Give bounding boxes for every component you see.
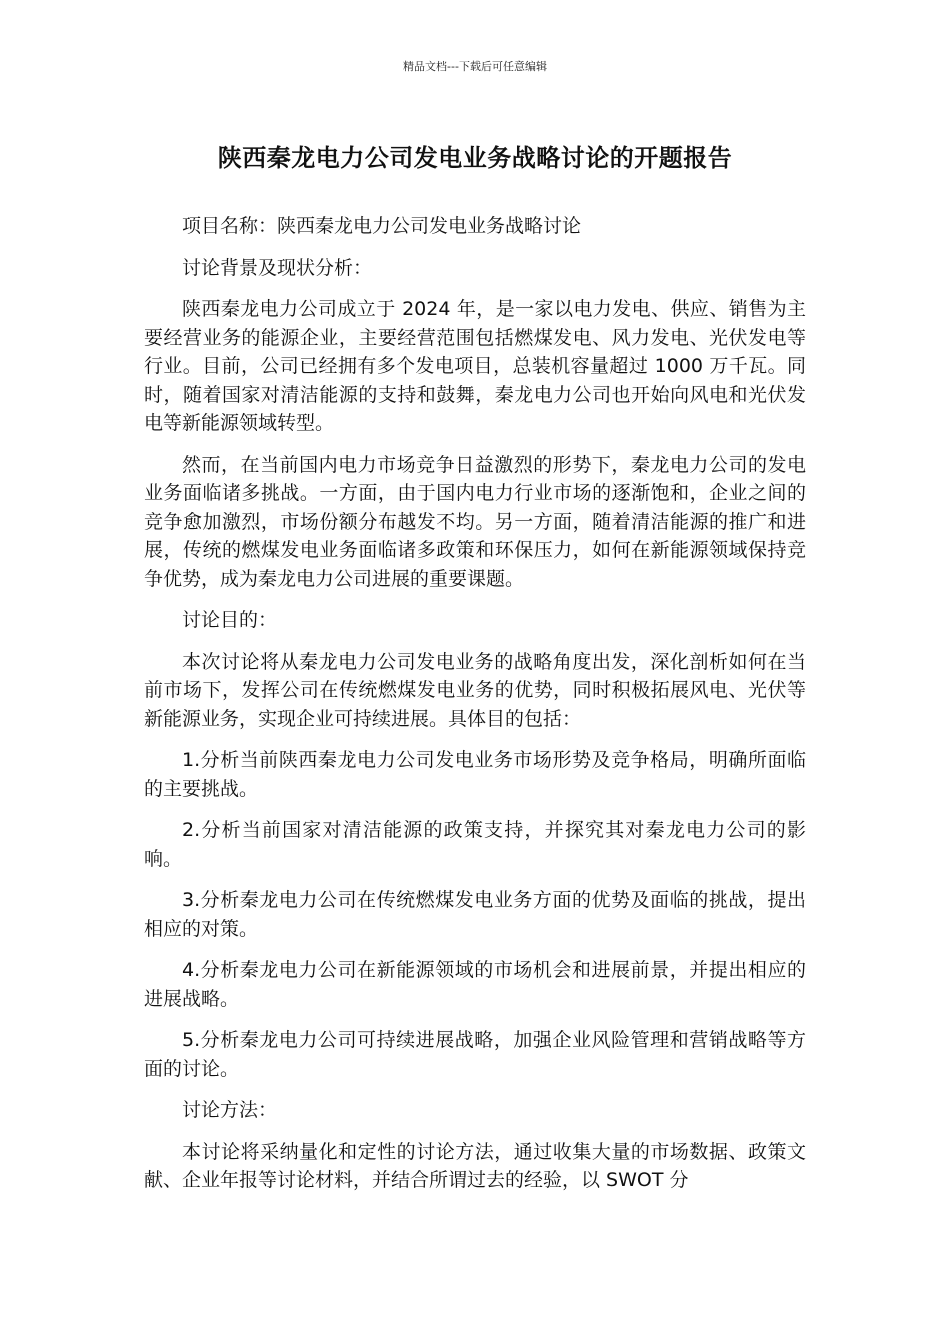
section-heading-method: 讨论方法： bbox=[182, 1099, 278, 1121]
document-body bbox=[144, 212, 806, 1208]
purpose-item-4: 4.分析秦龙电力公司在新能源领域的市场机会和进展前景，并提出相应的进展战略。 bbox=[144, 959, 806, 1010]
purpose-item-2: 2.分析当前国家对清洁能源的政策支持，并探究其对秦龙电力公司的影响。 bbox=[144, 819, 806, 870]
section-heading-purpose: 讨论目的： bbox=[182, 609, 278, 631]
purpose-item-3: 3.分析秦龙电力公司在传统燃煤发电业务方面的优势及面临的挑战，提出相应的对策。 bbox=[144, 889, 806, 940]
header-note: 精品文档---下载后可任意编辑 bbox=[403, 60, 547, 73]
document-title: 陕西秦龙电力公司发电业务战略讨论的开题报告 bbox=[217, 144, 733, 172]
purpose-item-5: 5.分析秦龙电力公司可持续进展战略，加强企业风险管理和营销战略等方面的讨论。 bbox=[144, 1029, 806, 1080]
project-name-line: 项目名称：陕西秦龙电力公司发电业务战略讨论 bbox=[182, 215, 582, 237]
paragraph-purpose: 本次讨论将从秦龙电力公司发电业务的战略角度出发，深化剖析如何在当前市场下，发挥公司在传统燃煤发电业务的优势，同时积极拓展风电、光伏等新能源业务，实现企业可持续进展。具体目的包括： bbox=[144, 650, 806, 730]
paragraph-background: 陕西秦龙电力公司成立于 2024 年，是一家以电力发电、供应、销售为主要经营业务的能源企业，主要经营范围包括燃煤发电、风力发电、光伏发电等行业。目前，公司已经拥有多个发电项目，总装机容量超过 1000 万千瓦。同时，随着国家对清洁能源的支持和鼓舞，秦龙电力公司也开始向风电和光伏发电等新能源领域转型。 bbox=[144, 298, 806, 434]
paragraph-challenges: 然而，在当前国内电力市场竞争日益激烈的形势下，秦龙电力公司的发电业务面临诸多挑战。一方面，由于国内电力行业市场的逐渐饱和，企业之间的竞争愈加激烈，市场份额分布越发不均。另一方面，随着清洁能源的推广和进展，传统的燃煤发电业务面临诸多政策和环保压力，如何在新能源领域保持竞争优势，成为秦龙电力公司进展的重要课题。 bbox=[144, 453, 806, 590]
paragraph-method: 本讨论将采纳量化和定性的讨论方法，通过收集大量的市场数据、政策文献、企业年报等讨论材料，并结合所谓过去的经验，以 SWOT 分 bbox=[144, 1140, 806, 1191]
section-heading-background: 讨论背景及现状分析： bbox=[182, 256, 373, 279]
purpose-item-1: 1.分析当前陕西秦龙电力公司发电业务市场形势及竞争格局，明确所面临的主要挑战。 bbox=[144, 749, 806, 800]
